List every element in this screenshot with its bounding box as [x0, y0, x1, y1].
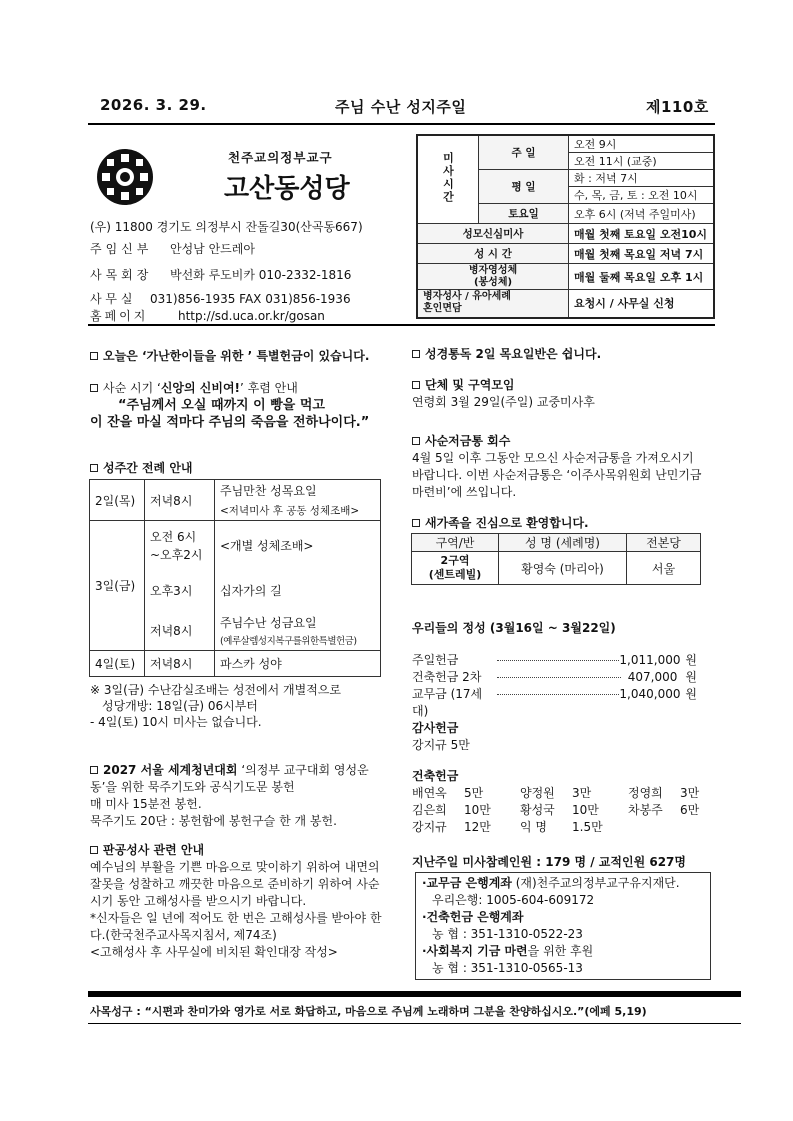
scripture-verse — [90, 1003, 647, 1019]
new-family-title: 새가족을 진심으로 환영합니다. — [412, 515, 589, 532]
bank-account-1-number: 우리은행: 1005-604-609172 — [432, 893, 595, 907]
new-family-table — [411, 533, 701, 585]
bullet-icon — [412, 350, 420, 358]
sunday-time-2: 오전 11시 (교중) — [569, 153, 715, 170]
pastor: 안성남 안드레아 — [170, 242, 255, 256]
mass-time-label: 미사시간 — [417, 135, 479, 224]
footer-rule — [88, 991, 741, 997]
issue-number: 제110호 — [646, 98, 709, 116]
week-desc: <개별 성체조배> — [215, 521, 381, 571]
attendance: 지난주일 미사참례인원 : 179 명 / 교적인원 627명 — [412, 855, 686, 869]
week-time: 저녁8시 — [145, 480, 215, 521]
parish-info — [90, 216, 410, 324]
confession-note: <고해성사 후 사무실에 비치된 확인대장 작성> — [90, 945, 338, 959]
web-label: 홈페이지 — [90, 309, 149, 323]
week-note-3: - 4일(토) 10시 미사는 없습니다. — [90, 715, 262, 729]
bank-account-3-number: 농 협 : 351-1310-0565-13 — [432, 961, 583, 975]
acclamation-line-2: 이 잔을 마실 적마다 주님의 죽음을 전하나이다.” — [90, 415, 370, 430]
lent-bank-body: 4월 5일 이후 그동안 모으신 사순저금통을 가져오시기 바랍니다. 이번 사순저금통은 ‘이주사목위원회 난민기금 마련비’에 쓰입니다. — [412, 451, 702, 499]
thanks-offering — [412, 720, 470, 754]
bullet-icon — [412, 381, 420, 389]
confession-rule: *신자들은 일 년에 적어도 한 번은 고해성사를 받아야 한다.(한국천주교사목지침서, 제74조) — [90, 911, 382, 942]
week-note-2: 성당개방: 18일(금) 06시부터 — [102, 699, 258, 713]
group-meeting-notice: 단체 및 구역모임 연령회 3월 29일(주일) 교중미사후 — [412, 378, 595, 409]
sick-communion-value: 매월 둘째 목요일 오후 1시 — [569, 264, 715, 290]
table-row — [412, 552, 701, 585]
bullet-icon — [90, 384, 98, 392]
week-desc: 십자가의 길 — [215, 571, 381, 611]
column-header: 전본당 — [627, 534, 701, 552]
column-header: 구역/반 — [412, 534, 499, 552]
bullet-icon — [90, 352, 98, 360]
week-desc: 주님수난 성금요일 — [220, 615, 317, 630]
confession-notice: 판공성사 관련 안내 예수님의 부활을 기쁜 마음으로 맞이하기 위하여 내면의 잘못을 성찰하고 깨끗한 마음으로 준비하기 위하여 사순시기 동안 고해성사를 받으시기 바랍니다. *신자들은 일 년에 적어도 한 번은 고해성사를 받아야 한다.(한국천주교사목지침서, 제74조) <고해성사 후 사무실에 비치된 확인대장 작성> — [90, 843, 382, 959]
bank-account-2: ·건축헌금 은행계좌 — [422, 910, 524, 924]
family-name: 황영숙 (마리아) — [499, 552, 627, 585]
holy-week-title: 성주간 전례 안내 — [90, 460, 193, 477]
wyd-notice: 2027 서울 세계청년대회 ‘의정부 교구대회 영성운동’을 위한 묵주기도와 공식기도문 봉헌 매 미사 15분전 봉헌. 묵주기도 20단 : 봉헌함에 봉헌구슬 한 개 봉헌. — [90, 762, 382, 830]
group-meeting-body: 연령회 3월 29일(주일) 교중미사후 — [412, 395, 595, 409]
wyd-line-3: 묵주기도 20단 : 봉헌함에 봉헌구슬 한 개 봉헌. — [90, 814, 337, 828]
section-rule — [88, 324, 715, 326]
footer-bottom-rule — [88, 1023, 741, 1024]
week-time: 오후3시 — [145, 571, 215, 611]
week-sub: <저녁미사 후 공동 성체조배> — [220, 505, 360, 517]
weekday-time-2: 수, 목, 금, 토 : 오전 10시 — [569, 187, 715, 204]
bullet-icon — [412, 519, 420, 527]
week-day: 3일(금) — [90, 521, 145, 651]
confession-body: 예수님의 부활을 기쁜 마음으로 맞이하기 위하여 내면의 잘못을 성찰하고 깨끗한 마음으로 준비하기 위하여 사순시기 동안 고해성사를 받으시기 바랍니다. — [90, 860, 380, 908]
bulletin-date: 2026. 3. 29. — [100, 96, 207, 114]
office-phone: 031)856-1935 FAX 031)856-1936 — [150, 292, 351, 306]
family-district: 2구역 (센트레빌) — [412, 552, 499, 585]
bullet-icon — [90, 464, 98, 472]
bank-account-2-number: 농 협 : 351-1310-0522-23 — [432, 927, 583, 941]
week-time: 저녁8시 — [145, 651, 215, 677]
scripture-text: “시편과 찬미가와 영가로 서로 화답하고, 마음으로 주님께 노래하며 그분을 찬양하십시오.”(에페 5,19) — [144, 1005, 647, 1018]
weekday-time-1: 화 : 저녁 7시 — [569, 170, 715, 187]
week-desc: 주님만찬 성목요일 — [220, 484, 317, 498]
offering-row: 주일헌금 1,011,000 원 — [412, 653, 697, 667]
diocese-name: 천주교의정부교구 — [228, 150, 333, 165]
table-row — [412, 534, 701, 552]
bank-account-3: ·사회복지 기금 마련을 위한 후원 — [422, 944, 594, 958]
marian-mass-value: 매월 첫째 토요일 오전10시 — [569, 224, 715, 244]
building-offering — [412, 768, 702, 836]
family-parish: 서울 — [627, 552, 701, 585]
saturday-label: 토요일 — [479, 204, 569, 224]
homepage-link[interactable]: http://sd.uca.or.kr/gosan — [178, 309, 325, 323]
scripture-label: 사목성구 : — [90, 1005, 141, 1018]
parish-logo-icon — [96, 148, 154, 206]
chair: 박선화 루도비카 010-2332-1816 — [170, 268, 352, 282]
parish-name: 고산동성당 — [224, 174, 350, 204]
bullet-icon — [412, 437, 420, 445]
week-day: 4일(토) — [90, 651, 145, 677]
sacrament-value: 요청시 / 사무실 신청 — [569, 290, 715, 318]
bullet-icon — [90, 766, 98, 774]
week-time: 오전 6시 ~오후2시 — [145, 521, 215, 571]
notice-acclamation: 사순 시기 ‘신앙의 신비여!’ 후렴 안내 “주님께서 오실 때까지 이 빵을 먹고 이 잔을 마실 적마다 주님의 죽음을 전하나이다.” — [90, 380, 395, 431]
bank-account-1: ·교무금 은행계좌 (재)천주교의정부교구유지재단. — [422, 876, 680, 890]
notice-special-offering: 오늘은 ‘가난한이들을 위한 ’ 특별헌금이 있습니다. — [90, 348, 369, 365]
offering-row: 건축헌금 2차 407,000 원 — [412, 670, 697, 684]
holy-hour-label: 성 시 간 — [417, 244, 569, 264]
offering-title: 우리들의 정성 (3월16일 ~ 3월22일) — [412, 621, 616, 635]
saturday-time: 오후 6시 (저녁 주일미사) — [569, 204, 715, 224]
offering-list — [412, 652, 697, 720]
thanks-donor: 강지규 5만 — [412, 738, 470, 752]
bullet-icon — [90, 846, 98, 854]
holy-hour-value: 매월 첫째 목요일 저녁 7시 — [569, 244, 715, 264]
wyd-line-2: 매 미사 15분전 봉헌. — [90, 797, 202, 811]
table-row — [90, 651, 381, 677]
mass-schedule-table — [416, 134, 715, 319]
bible-reading-notice: 성경통독 2일 목요일반은 쉽니다. — [412, 346, 601, 363]
sick-communion-label: 병자영성체 (봉성체) — [417, 264, 569, 290]
donor-row: 배연옥 5만 양정원 3만 정영희 3만 — [412, 786, 700, 800]
donor-row: 김은희 10만 황성국 10만 차봉주 6만 — [412, 803, 700, 817]
week-time: 저녁8시 — [145, 611, 215, 651]
marian-mass-label: 성모신심미사 — [417, 224, 569, 244]
week-sub: (예루살렘성지복구를위한특별헌금) — [220, 635, 357, 647]
chair-label: 사목회장 — [90, 268, 153, 282]
office-label: 사 무 실 — [90, 292, 133, 306]
address: (우) 11800 경기도 의정부시 잔돌길30(산곡동667) — [90, 220, 363, 234]
weekday-label: 평 일 — [479, 170, 569, 204]
sunday-time-1: 오전 9시 — [569, 135, 715, 153]
holy-week-notes — [90, 682, 400, 730]
bank-account-box — [415, 872, 711, 980]
acclamation-line-1: “주님께서 오실 때까지 이 빵을 먹고 — [118, 398, 325, 413]
week-note-1: ※ 3일(금) 수난감실조배는 성전에서 개별적으로 — [90, 683, 341, 697]
building-title: 건축헌금 — [412, 769, 459, 783]
lent-bank-notice: 사순저금통 회수 4월 5일 이후 그동안 모으신 사순저금통을 가져오시기 바랍니다. 이번 사순저금통은 ‘이주사목위원회 난민기금 마련비’에 쓰입니다. — [412, 433, 704, 501]
week-desc: 파스카 성야 — [215, 651, 381, 677]
sunday-label: 주 일 — [479, 135, 569, 170]
pastor-label: 주임신부 — [90, 242, 153, 256]
bulletin-title: 주님 수난 성지주일 — [335, 98, 467, 116]
table-row — [90, 480, 381, 521]
column-header: 성 명 (세례명) — [499, 534, 627, 552]
sacrament-label: 병자성사 / 유아세례 혼인면담 — [417, 290, 569, 318]
table-row — [90, 521, 381, 571]
header-rule — [88, 123, 715, 125]
week-day: 2일(목) — [90, 480, 145, 521]
holy-week-table — [89, 479, 381, 677]
donor-row: 강지규 12만 익 명 1.5만 — [412, 820, 603, 834]
thanks-title: 감사헌금 — [412, 721, 459, 735]
offering-row: 교무금 (17세대) 1,040,000 원 — [412, 687, 697, 718]
